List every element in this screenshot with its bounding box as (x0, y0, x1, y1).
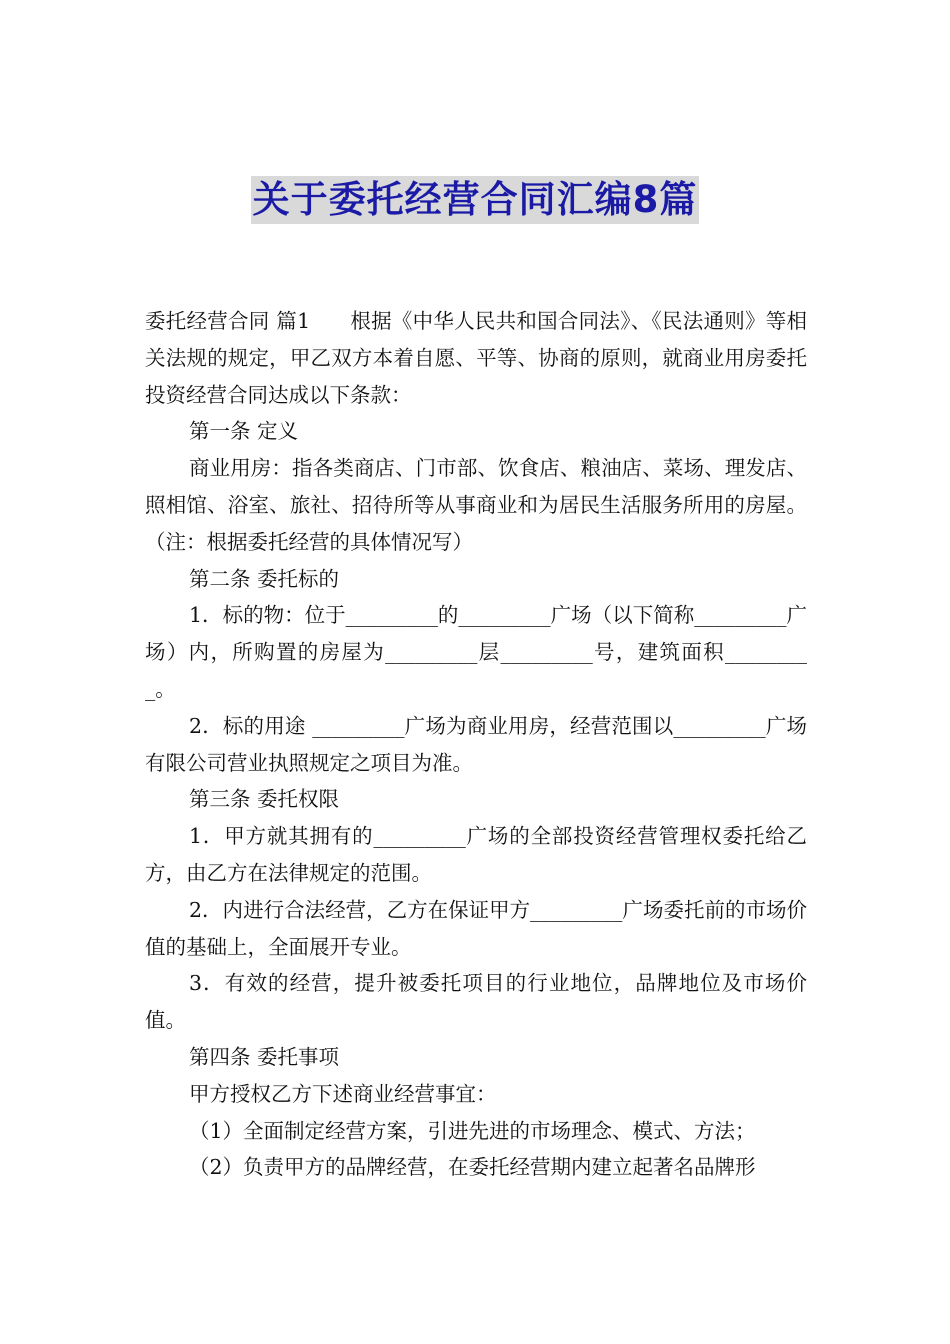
article-paragraph: 2．内进行合法经营，乙方在保证甲方_________广场委托前的市场价值的基础上，全面展开专业。 (145, 897, 807, 959)
article-heading: 第三条 委托权限 (189, 787, 340, 812)
article-paragraph: 1．标的物：位于_________的_________广场（以下简称_________广场）内，所购置的房屋为_________层_________号，建筑面积_________。 (145, 603, 807, 701)
article-heading: 第一条 定义 (189, 419, 299, 444)
article-paragraph: 商业用房：指各类商店、门市部、饮食店、粮油店、菜场、理发店、照相馆、浴室、旅社、招待所等从事商业和为居民生活服务所用的房屋。（注：根据委托经营的具体情况写） (145, 456, 807, 554)
article-paragraph: 3．有效的经营，提升被委托项目的行业地位，品牌地位及市场价值。 (145, 971, 807, 1033)
document-body (145, 303, 807, 1186)
contract-label: 委托经营合同 篇1 (145, 309, 311, 333)
intro-text: 根据《中华人民共和国合同法》、《民法通则》等相关法规的规定，甲乙双方本着自愿、平等、协商的原则，就商业用房委托投资经营合同达成以下条款： (145, 309, 807, 407)
document-title: 关于委托经营合同汇编8篇 (251, 176, 700, 224)
article-paragraph: 甲方授权乙方下述商业经营事宜： (189, 1081, 497, 1106)
list-item: （2）负责甲方的品牌经营，在委托经营期内建立起著名品牌形 (189, 1155, 756, 1180)
article-heading: 第四条 委托事项 (189, 1044, 340, 1069)
list-item: （1）全面制定经营方案，引进先进的市场理念、模式、方法； (189, 1118, 756, 1143)
title-container (0, 176, 950, 224)
article-paragraph: 2．标的用途 _________广场为商业用房，经营范围以_________广场有限公司营业执照规定之项目为准。 (145, 713, 807, 775)
intro-paragraph (145, 303, 807, 413)
article-heading: 第二条 委托标的 (189, 566, 340, 591)
article-paragraph: 1．甲方就其拥有的_________广场的全部投资经营管理权委托给乙方，由乙方在法律规定的范围。 (145, 824, 807, 885)
